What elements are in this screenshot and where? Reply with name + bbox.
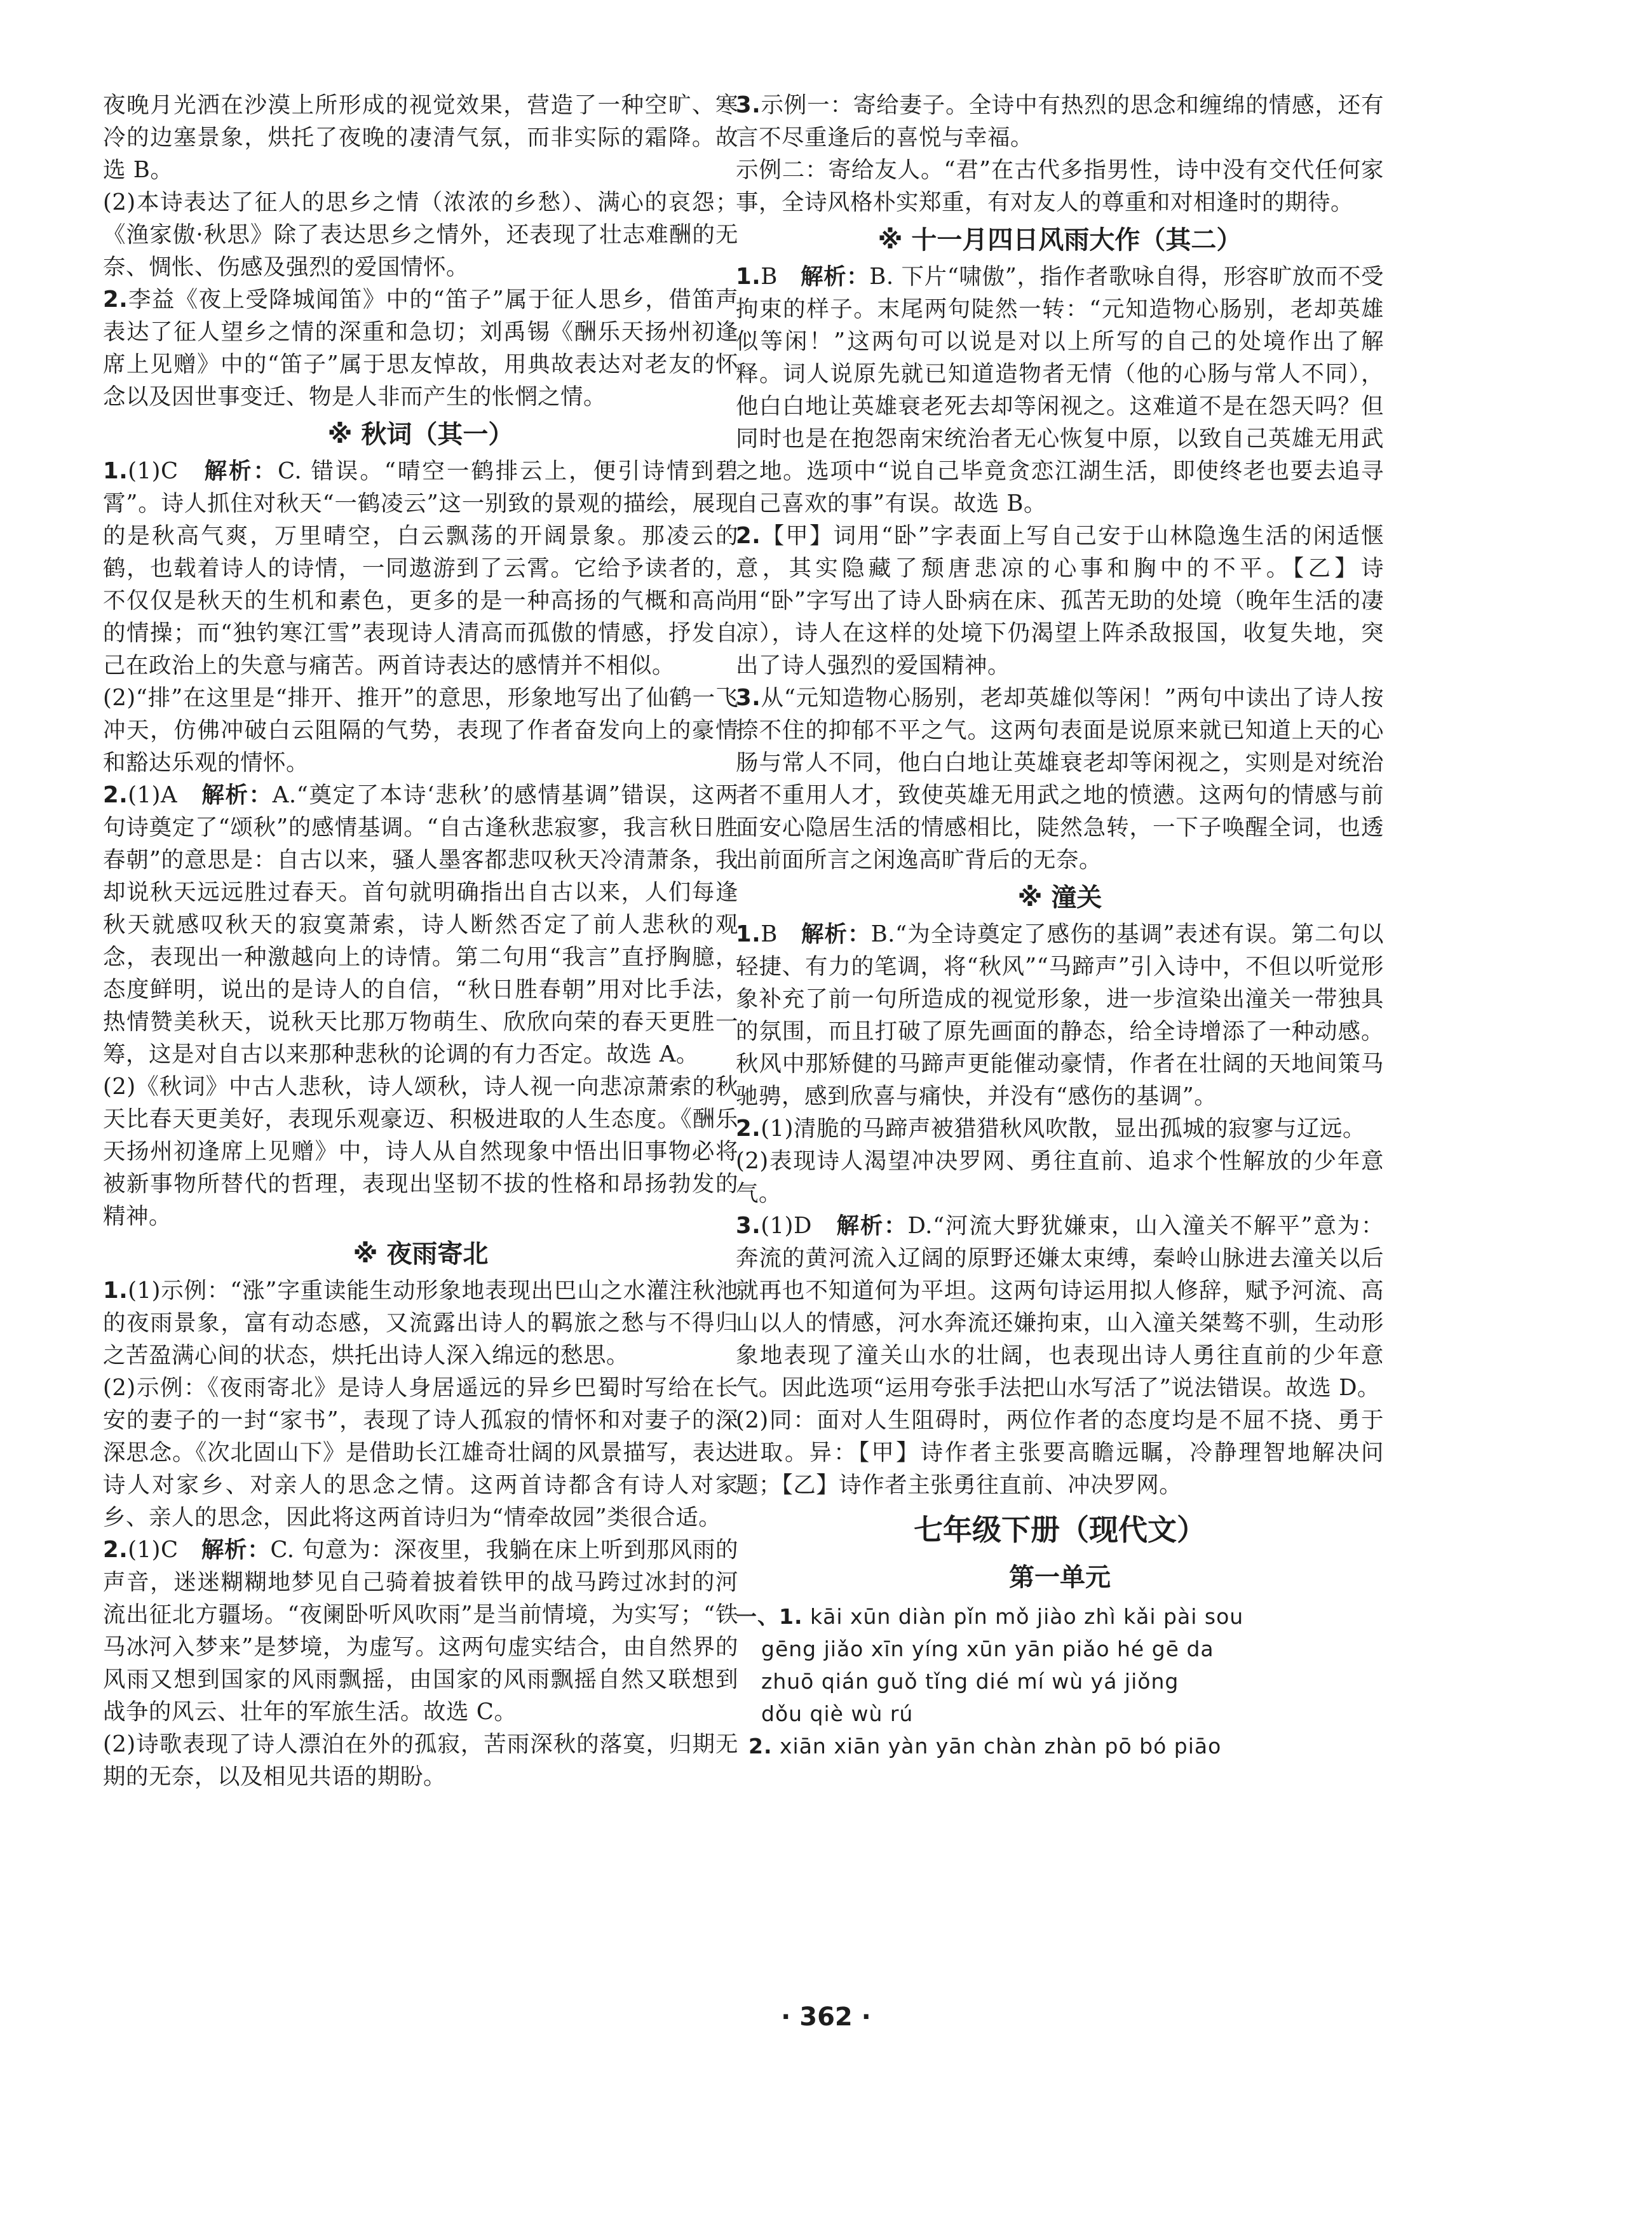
answer-item [736, 520, 1384, 682]
section-title-yeyu: ※ 夜雨寄北 [353, 1239, 489, 1269]
item-text: 从“元知造物心肠别，老却英雄似等闲！”两句中读出了诗人按捺不住的抑郁不平之气。这两句表面是说原来就已知道上天的心肠与常人不同，他白白地让英雄衰老却等闲视之，实则是对统治者不重用人才，致使英雄无用武之地的愤懑。这两句的情感与前面安心隐居生活的情感相比，陡然急转，一下子唤醒全词，也透出前面所言之闲逸高旷背后的无奈。 [736, 685, 1384, 873]
item-text: B. 下片“啸傲”，指作者歌咏自得，形容旷放而不受拘束的样子。末尾两句陡然一转：“元知造物心肠别，老却英雄似等闲！”这两句可以说是对以上所写的自己的处境作出了解释。词人说原先就已知道造物者无情（他的心肠与常人不同），他白白地让英雄衰老死去却等闲视之。这难道不是在怨天吗？但同时也是在抱怨南宋统治者无心恢复中原，以致自己英雄无用武之地。选项中“说自己毕竟贪恋江湖生活，即使终老也要去追寻自己喜欢的事”有误。故选 B。 [736, 264, 1384, 516]
section-title-grade: 七年级下册（现代文） [914, 1513, 1206, 1547]
pinyin-text: kāi xūn diàn pǐn mǒ jiào zhì kǎi pài sou [810, 1604, 1244, 1629]
section-title-shiyiyue: ※ 十一月四日风雨大作（其二） [877, 226, 1242, 255]
item-text: C. 错误。“晴空一鹤排云上，便引诗情到碧霄”。诗人抓住对秋天“一鹤凌云”这一别致的景观的描绘，展现的是秋高气爽，万里晴空，白云飘荡的开阔景象。那凌云的鹤，也载着诗人的诗情，一同遨游到了云霄。它给予读者的，不仅仅是秋天的生机和素色，更多的是一种高扬的气概和高尚的情操；而“独钓寒江雪”表现诗人清高而孤傲的情感，抒发自己在政治上的失意与痛苦。两首诗表达的感情并不相似。 [103, 458, 738, 679]
item-text: C. 句意为：深夜里，我躺在床上听到那风雨的声音，迷迷糊糊地梦见自己骑着披着铁甲的战马跨过冰封的河流出征北方疆场。“夜阑卧听风吹雨”是当前情境，为实写；“铁马冰河入梦来”是梦境，为虚写。这两句虚实结合，由自然界的风雨又想到国家的风雨飘摇，由国家的风雨飘摇自然又联想到战争的风云、壮年的军旅生活。故选 C。 [103, 1537, 738, 1725]
answer-item [103, 455, 738, 682]
answer-item [103, 1274, 738, 1372]
item-choice: (1)C [128, 1537, 179, 1563]
pinyin-text: xiān xiān yàn yān chàn zhàn pō bó piāo [780, 1734, 1222, 1759]
item-text: D.“河流大野犹嫌束，山入潼关不解平”意为：奔流的黄河流入辽阔的原野还嫌太束缚，秦岭山脉进去潼关以后就再也不知道何为平坦。这两句诗运用拟人修辞，赋予河流、高山以人的情感，河水奔流还嫌拘束，山入潼关桀骜不驯，生动形象地表现了潼关山水的壮阔，也表现出诗人勇往直前的少年意气。因此选项“运用夸张手法把山水写活了”说法错误。故选 D。 [736, 1213, 1384, 1401]
section-title-qiuci: ※ 秋词（其一） [327, 420, 514, 449]
pinyin-line: dǒu qiè wù rú [761, 1701, 914, 1726]
analysis-label: 解析： [201, 1537, 271, 1563]
item-text: 李益《夜上受降城闻笛》中的“笛子”属于征人思乡，借笛声表达了征人望乡之情的深重和急切；刘禹锡《酬乐天扬州初逢席上见赠》中的“笛子”属于思友悼故，用典故表达对老友的怀念以及因世事变迁、物是人非而产生的怅惘之情。 [103, 287, 738, 410]
item-choice: (1)C [128, 458, 179, 484]
pinyin-line: zhuō qián guǒ tǐng dié mí wù yá jiǒng [761, 1669, 1179, 1694]
answer-subitem: (2)诗歌表现了诗人漂泊在外的孤寂，苦雨深秋的落寞，归期无期的无奈，以及相见共语的期盼。 [103, 1731, 738, 1790]
answer-subitem: (2)示例：《夜雨寄北》是诗人身居遥远的异乡巴蜀时写给在长安的妻子的一封“家书”，表现了诗人孤寂的情怀和对妻子的深深思念。《次北固山下》是借助长江雄奇壮阔的风景描写，表达诗人对家乡、对亲人的思念之情。这两首诗都含有诗人对家乡、亲人的思念，因此将这两首诗归为“情牵故园”类很合适。 [103, 1375, 738, 1530]
item-choice: (1)A [128, 782, 178, 808]
item-number: 1. [103, 1278, 128, 1304]
answer-subitem: (2)同：面对人生阻碍时，两位作者的态度均是不屈不挠、勇于进取。异：【甲】诗作者主张要高瞻远瞩，冷静理智地解决问题；【乙】诗作者主张勇往直前、冲决罗网。 [736, 1407, 1384, 1498]
item-choice: B [761, 921, 778, 947]
item-choice: (1)D [761, 1213, 812, 1239]
analysis-label: 解析： [201, 782, 273, 808]
item-number: 2. [103, 782, 128, 808]
analysis-label: 解析： [800, 264, 870, 290]
section-title-unit: 第一单元 [1009, 1563, 1111, 1592]
page-number: · 362 · [781, 2002, 871, 2032]
answer-item [736, 1210, 1384, 1404]
answer-subitem: (2)《秋词》中古人悲秋，诗人颂秋，诗人视一向悲凉萧索的秋天比春天更美好，表现乐观豪迈、积极进取的人生态度。《酬乐天扬州初逢席上见赠》中，诗人从自然现象中悟出旧事物必将被新事物所替代的哲理，表现出坚韧不拔的性格和昂扬勃发的精神。 [103, 1074, 738, 1229]
answer-item [736, 89, 1384, 154]
item-number: 1. [736, 921, 761, 947]
item-number: 2. [736, 1116, 761, 1142]
answer-subitem: (2)“排”在这里是“排开、推开”的意思，形象地写出了仙鹤一飞冲天，仿佛冲破白云阻隔的气势，表现了作者奋发向上的豪情和豁达乐观的情怀。 [103, 685, 738, 776]
pinyin-line [736, 1730, 1384, 1762]
intro-paragraph: 夜晚月光洒在沙漠上所形成的视觉效果，营造了一种空旷、寒冷的边塞景象，烘托了夜晚的凄清气氛，而非实际的霜降。故选 B。 [103, 92, 738, 183]
item-number: 2. [103, 287, 128, 313]
pinyin-line: gēng jiǎo xīn yíng xūn yān piǎo hé gē da [761, 1637, 1214, 1661]
answer-item [103, 1534, 738, 1728]
item-text: B.“为全诗奠定了感伤的基调”表述有误。第二句以轻捷、有力的笔调，将“秋风”“马蹄声”引入诗中，不但以听觉形象补充了前一句所造成的视觉形象，进一步渲染出潼关一带独具的氛围，而且打破了原先画面的静态，给全诗增添了一种动感。秋风中那矫健的马蹄声更能催动豪情，作者在壮阔的天地间策马驰骋，感到欣喜与痛快，并没有“感伤的基调”。 [736, 921, 1384, 1109]
item-number: 3. [736, 1213, 761, 1239]
section-title-tongguan: ※ 潼关 [1017, 883, 1102, 912]
analysis-label: 解析： [836, 1213, 908, 1239]
item-number: 3. [736, 92, 761, 118]
item-number: 2. [736, 523, 761, 549]
left-column [103, 89, 738, 1793]
answer-item [736, 918, 1384, 1112]
item-number: 1. [736, 264, 761, 290]
item-number: 一、1. [736, 1604, 803, 1629]
item-number: 1. [103, 458, 128, 484]
answer-item [736, 260, 1384, 520]
item-number: 3. [736, 685, 761, 711]
answer-item [103, 779, 738, 1070]
item-text: A.“奠定了本诗‘悲秋’的感情基调”错误，这两句诗奠定了“颂秋”的感情基调。“自古逢秋悲寂寥，我言秋日胜春朝”的意思是：自古以来，骚人墨客都悲叹秋天冷清萧条，我却说秋天远远胜过春天。首句就明确指出自古以来，人们每逢秋天就感叹秋天的寂寞萧索，诗人断然否定了前人悲秋的观念，表现出一种激越向上的诗情。第二句用“我言”直抒胸臆，态度鲜明，说出的是诗人的自信，“秋日胜春朝”用对比手法，热情赞美秋天，说秋天比那万物萌生、欣欣向荣的春天更胜一筹，这是对自古以来那种悲秋的论调的有力否定。故选 A。 [103, 782, 738, 1067]
item-number: 2. [103, 1537, 128, 1563]
pinyin-line [736, 1600, 1384, 1633]
answer-subitem: 示例二：寄给友人。“君”在古代多指男性，诗中没有交代任何家事，全诗风格朴实郑重，有对友人的尊重和对相逢时的期待。 [736, 157, 1384, 215]
item-text: (1)清脆的马蹄声被猎猎秋风吹散，显出孤城的寂寥与辽远。 [761, 1116, 1365, 1142]
answer-item [736, 682, 1384, 876]
answer-subitem: (2)表现诗人渴望冲决罗网、勇往直前、追求个性解放的少年意气。 [736, 1148, 1384, 1206]
answer-item [103, 283, 738, 413]
right-column [736, 89, 1384, 1762]
item-text: 【甲】词用“卧”字表面上写自己安于山林隐逸生活的闲适惬意，其实隐藏了颓唐悲凉的心事和胸中的不平。【乙】诗用“卧”字写出了诗人卧病在床、孤苦无助的处境（晚年生活的凄凉），诗人在这样的处境下仍渴望上阵杀敌报国，收复失地，突出了诗人强烈的爱国精神。 [736, 523, 1384, 679]
analysis-label: 解析： [204, 458, 278, 484]
answer-item [736, 1112, 1384, 1145]
intro-paragraph: (2)本诗表达了征人的思乡之情（浓浓的乡愁）、满心的哀怨；《渔家傲·秋思》除了表达思乡之情外，还表现了壮志难酬的无奈、惆怅、伤感及强烈的爱国情怀。 [103, 189, 738, 280]
item-text: (1)示例：“涨”字重读能生动形象地表现出巴山之水灌注秋池的夜雨景象，富有动态感，又流露出诗人的羁旅之愁与不得归之苦盈满心间的状态，烘托出诗人深入绵远的愁思。 [103, 1278, 738, 1368]
item-number: 2. [748, 1734, 773, 1759]
item-choice: B [761, 264, 778, 290]
analysis-label: 解析： [801, 921, 871, 947]
item-text: 示例一：寄给妻子。全诗中有热烈的思念和缠绵的情感，还有言不尽重逢后的喜悦与幸福。 [736, 92, 1384, 151]
